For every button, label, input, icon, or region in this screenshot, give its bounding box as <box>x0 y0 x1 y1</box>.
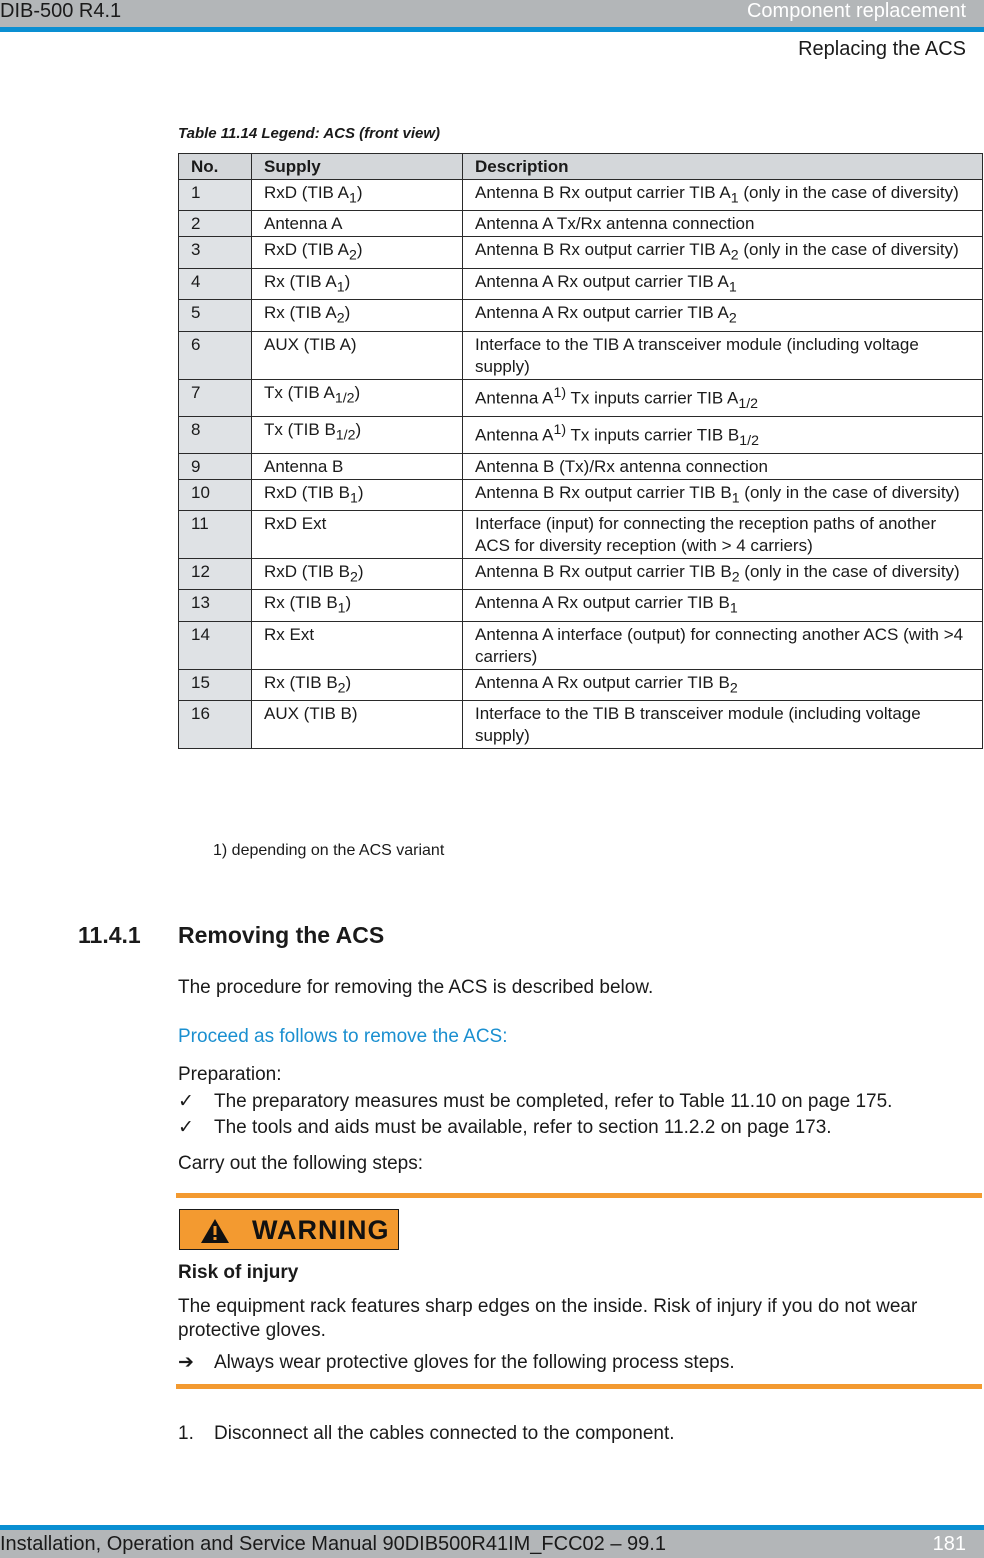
steps-intro: Carry out the following steps: <box>178 1153 424 1174</box>
column-header-supply: Supply <box>252 154 463 180</box>
checkmark-icon: ✓ <box>178 1091 194 1112</box>
checkmark-icon: ✓ <box>178 1117 194 1138</box>
table-caption: Table 11.14 Legend: ACS (front view) <box>178 125 440 142</box>
warning-badge <box>179 1209 399 1250</box>
table-row <box>179 237 983 268</box>
row-number-cell: 3 <box>179 237 252 268</box>
row-number-cell: 7 <box>179 379 252 416</box>
step-text: Disconnect all the cables connected to the component. <box>214 1423 675 1444</box>
supply-cell: Antenna B <box>252 453 463 479</box>
checklist-item <box>178 1090 892 1113</box>
chapter-title: Component replacement <box>746 0 966 22</box>
table-row <box>179 416 983 453</box>
table-row <box>179 511 983 559</box>
table-row <box>179 669 983 700</box>
table-row <box>179 331 983 379</box>
table-footnote: 1) depending on the ACS variant <box>213 842 445 859</box>
section-title: Removing the ACS <box>178 922 385 948</box>
table-row <box>179 300 983 331</box>
description-cell: Antenna B Rx output carrier TIB $A_1$ (only in the case of diversity) <box>463 180 983 211</box>
table-row <box>179 559 983 590</box>
description-cell: Antenna B Rx output carrier TIB $B_2$ (only in the case of diversity) <box>463 559 983 590</box>
supply-cell: Rx (TIB $A_1$) <box>252 268 463 299</box>
table-row <box>179 453 983 479</box>
supply-cell: Rx (TIB $B_1$) <box>252 590 463 621</box>
description-cell: Antenna $A^{1)}$ Tx inputs carrier TIB $B_{1/2}$ <box>463 416 983 453</box>
description-cell: Antenna B Rx output carrier TIB $B_1$ (only in the case of diversity) <box>463 479 983 510</box>
row-number-cell: 4 <box>179 268 252 299</box>
row-number-cell: 14 <box>179 621 252 669</box>
supply-cell: Tx (TIB $B_{1/2}$) <box>252 416 463 453</box>
legend-table-body <box>179 180 983 749</box>
page-number: 181 <box>932 1533 966 1555</box>
table-row <box>179 180 983 211</box>
description-cell: Interface to the TIB A transceiver module (including voltage supply) <box>463 331 983 379</box>
supply-cell: Rx (TIB $B_2$) <box>252 669 463 700</box>
checklist-item-text: The preparatory measures must be completed, refer to Table 11.10 on page 175. <box>214 1091 893 1112</box>
row-number-cell: 2 <box>179 211 252 237</box>
table-row <box>179 621 983 669</box>
warning-action <box>178 1351 735 1374</box>
column-header-no: No. <box>179 154 252 180</box>
row-number-cell: 8 <box>179 416 252 453</box>
description-cell: Antenna A Rx output carrier TIB $B_2$ <box>463 669 983 700</box>
supply-cell: Rx (TIB $A_2$) <box>252 300 463 331</box>
row-number-cell: 9 <box>179 453 252 479</box>
warning-top-rule <box>176 1193 982 1198</box>
table-row <box>179 590 983 621</box>
description-cell: Antenna A Rx output carrier TIB $A_2$ <box>463 300 983 331</box>
supply-cell: RxD (TIB $A_1$) <box>252 180 463 211</box>
preparation-label: Preparation: <box>178 1064 282 1085</box>
description-cell: Antenna B Rx output carrier TIB $A_2$ (only in the case of diversity) <box>463 237 983 268</box>
description-cell: Antenna B (Tx)/Rx antenna connection <box>463 453 983 479</box>
row-number-cell: 11 <box>179 511 252 559</box>
supply-cell: RxD Ext <box>252 511 463 559</box>
warning-bottom-rule <box>176 1384 982 1389</box>
header-divider <box>0 27 984 32</box>
table-row <box>179 268 983 299</box>
section-subtitle: Replacing the ACS <box>798 38 966 60</box>
warning-action-text: Always wear protective gloves for the following process steps. <box>214 1352 735 1373</box>
checklist-item <box>178 1116 832 1139</box>
warning-label: WARNING <box>252 1215 390 1245</box>
supply-cell: RxD (TIB $B_1$) <box>252 479 463 510</box>
description-cell: Interface (input) for connecting the reception paths of another ACS for diversity reception (with > 4 carriers) <box>463 511 983 559</box>
description-cell: Antenna A interface (output) for connecting another ACS (with >4 carriers) <box>463 621 983 669</box>
row-number-cell: 13 <box>179 590 252 621</box>
procedure-heading: Proceed as follows to remove the ACS: <box>178 1026 508 1047</box>
manual-title: Installation, Operation and Service Manual 90DIB500R41IM_FCC02 – 99.1 <box>0 1533 666 1555</box>
supply-cell: RxD (TIB $B_2$) <box>252 559 463 590</box>
row-number-cell: 15 <box>179 669 252 700</box>
warning-title: Risk of injury <box>178 1262 299 1283</box>
description-cell: Antenna A Rx output carrier TIB $B_1$ <box>463 590 983 621</box>
supply-cell: RxD (TIB $A_2$) <box>252 237 463 268</box>
section-number: 11.4.1 <box>78 922 141 948</box>
warning-body: The equipment rack features sharp edges on the inside. Risk of injury if you do not wear protective gloves. <box>178 1296 918 1341</box>
arrow-right-icon: ➔ <box>178 1352 194 1373</box>
warning-triangle-icon <box>200 1218 230 1244</box>
row-number-cell: 1 <box>179 180 252 211</box>
supply-cell: Antenna A <box>252 211 463 237</box>
row-number-cell: 10 <box>179 479 252 510</box>
description-cell: Antenna A Rx output carrier TIB $A_1$ <box>463 268 983 299</box>
row-number-cell: 5 <box>179 300 252 331</box>
table-row <box>179 701 983 749</box>
description-cell: Interface to the TIB B transceiver module (including voltage supply) <box>463 701 983 749</box>
supply-cell: AUX (TIB A) <box>252 331 463 379</box>
row-number-cell: 6 <box>179 331 252 379</box>
document-id: DIB-500 R4.1 <box>0 0 122 22</box>
description-cell: Antenna $A^{1)}$ Tx inputs carrier TIB $A_{1/2}$ <box>463 379 983 416</box>
table-row <box>179 479 983 510</box>
row-number-cell: 16 <box>179 701 252 749</box>
row-number-cell: 12 <box>179 559 252 590</box>
intro-paragraph: The procedure for removing the ACS is described below. <box>178 977 654 998</box>
table-header-row <box>179 154 983 180</box>
supply-cell: Rx Ext <box>252 621 463 669</box>
table-row <box>179 211 983 237</box>
legend-table <box>178 153 983 749</box>
supply-cell: Tx (TIB $A_{1/2}$) <box>252 379 463 416</box>
step-number: 1. <box>178 1423 194 1444</box>
checklist-item-text: The tools and aids must be available, refer to section 11.2.2 on page 173. <box>214 1117 832 1138</box>
table-row <box>179 379 983 416</box>
procedure-step <box>178 1423 675 1445</box>
column-header-description: Description <box>463 154 983 180</box>
description-cell: Antenna A Tx/Rx antenna connection <box>463 211 983 237</box>
supply-cell: AUX (TIB B) <box>252 701 463 749</box>
